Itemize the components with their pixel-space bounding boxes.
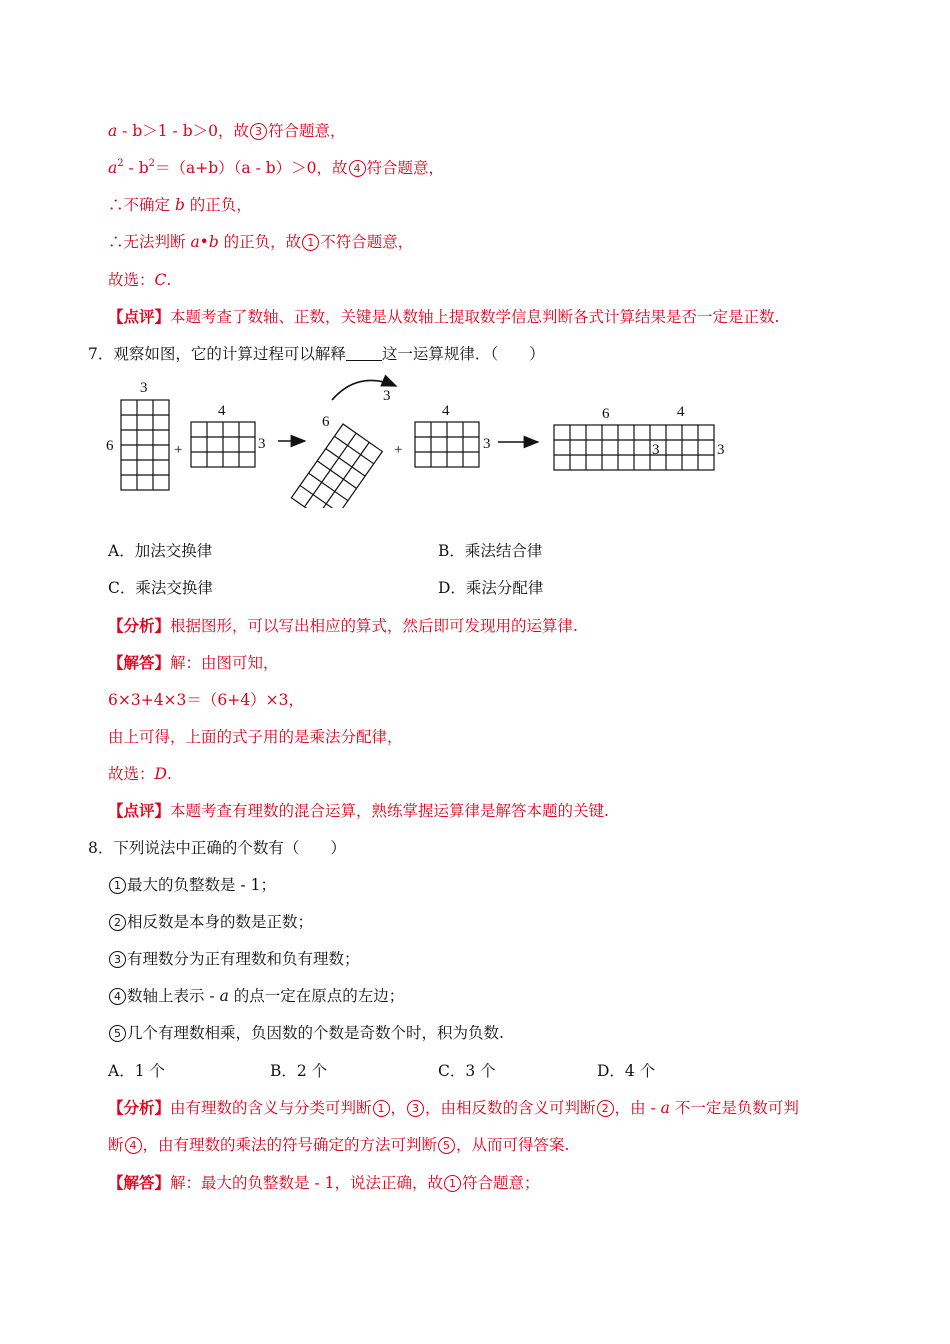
fig-label: 6: [602, 406, 610, 422]
q8-analysis-line-1: 【分析】由有理数的含义与分类可判断 1 ， 3 ，由相反数的含义可判断 2 ，由 - a 不一定是负数可判: [108, 1098, 799, 1117]
q8-statement-2: 2 相反数是本身的数是正数；: [108, 912, 313, 932]
circled-number: 3: [250, 123, 267, 140]
answer-blank: [346, 346, 382, 361]
q6-line-4: ∴无法判断 a•b 的正负，故 1 不符合题意，: [108, 233, 414, 251]
circled-number: 3: [109, 951, 126, 968]
circled-number: 5: [438, 1137, 455, 1154]
q8-option-c: C．3 个: [438, 1062, 496, 1080]
q6-choice: 故选：C.: [108, 271, 172, 289]
q7-equation: 6×3+4×3＝（6+4）×3，: [108, 691, 304, 709]
q8-statement-5: 5 几个有理数相乘，负因数的个数是奇数个时，积为负数.: [108, 1023, 504, 1043]
q8-statement-4: 4 数轴上表示 - a 的点一定在原点的左边；: [108, 986, 404, 1006]
fig-label: +: [174, 442, 183, 458]
circled-number: 4: [109, 988, 126, 1005]
q6-line-3: ∴不确定 b 的正负，: [108, 196, 252, 214]
fig-label: 6: [322, 414, 330, 430]
q7-stem: 7．观察如图，它的计算过程可以解释 这一运算规律．（ ）: [88, 345, 545, 363]
q7-option-a: A．加法交换律: [108, 542, 213, 560]
fig-label: 3: [140, 380, 148, 396]
q7-choice: 故选：D.: [108, 765, 172, 783]
fig-label: 3: [383, 388, 391, 404]
circled-number: 1: [373, 1100, 390, 1117]
fig-label: 4: [442, 403, 450, 419]
fig-label: 4: [218, 403, 226, 419]
circled-number: 1: [302, 234, 319, 251]
q6-comment: 【点评】本题考查了数轴、正数，关键是从数轴上提取数学信息判断各式计算结果是否一定是正数.: [108, 307, 780, 326]
fig-label: 3: [717, 442, 725, 458]
q7-option-d: D．乘法分配律: [438, 579, 544, 597]
q7-figure: [100, 368, 740, 508]
fig-label: 6: [106, 438, 114, 454]
q8-analysis-line-2: 断 4 ，由有理数的乘法的符号确定的方法可判断 5 ，从而可得答案.: [108, 1136, 570, 1154]
circled-number: 1: [444, 1175, 461, 1192]
q6-line-2: $a^2 - b^2=(a+b)(a - b)>0$，故 4 符合题意，: [108, 158, 445, 177]
circled-number: 3: [407, 1100, 424, 1117]
q8-statement-1: 1 最大的负整数是 - 1；: [108, 875, 276, 895]
q7-answer: 【解答】解：由图可知，: [108, 653, 279, 672]
circled-number: 2: [109, 914, 126, 931]
q7-option-b: B．乘法结合律: [438, 542, 543, 560]
q7-comment: 【点评】本题考查有理数的混合运算，熟练掌握运算律是解答本题的关键.: [108, 801, 609, 820]
q7-conclusion: 由上可得，上面的式子用的是乘法分配律，: [108, 728, 403, 746]
circled-number: 4: [125, 1137, 142, 1154]
fig-label: 3: [483, 436, 491, 452]
comment-tag: 【点评】: [108, 307, 171, 326]
fig-label: +: [394, 442, 403, 458]
q8-option-a: A．1 个: [108, 1062, 165, 1080]
q6-line-1: a - b＞1 - b＞0，故 3 符合题意，: [108, 122, 346, 140]
circled-number: 2: [597, 1100, 614, 1117]
q7-analysis: 【分析】根据图形，可以写出相应的算式，然后即可发现用的运算律.: [108, 616, 578, 635]
q8-option-d: D．4 个: [597, 1062, 656, 1080]
circled-number: 4: [349, 160, 366, 177]
circled-number: 1: [109, 877, 126, 894]
fig-label: 3: [258, 436, 266, 452]
q7-option-c: C．乘法交换律: [108, 579, 213, 597]
q8-answer: 【解答】解：最大的负整数是 - 1，说法正确，故 1 符合题意；: [108, 1173, 540, 1192]
fig-label: 3: [652, 442, 660, 458]
fig-label: 4: [677, 404, 685, 420]
q8-stem: 8．下列说法中正确的个数有（ ）: [88, 839, 346, 857]
q8-statement-3: 3 有理数分为正有理数和负有理数；: [108, 949, 360, 969]
q8-option-b: B．2 个: [270, 1062, 328, 1080]
circled-number: 5: [109, 1025, 126, 1042]
